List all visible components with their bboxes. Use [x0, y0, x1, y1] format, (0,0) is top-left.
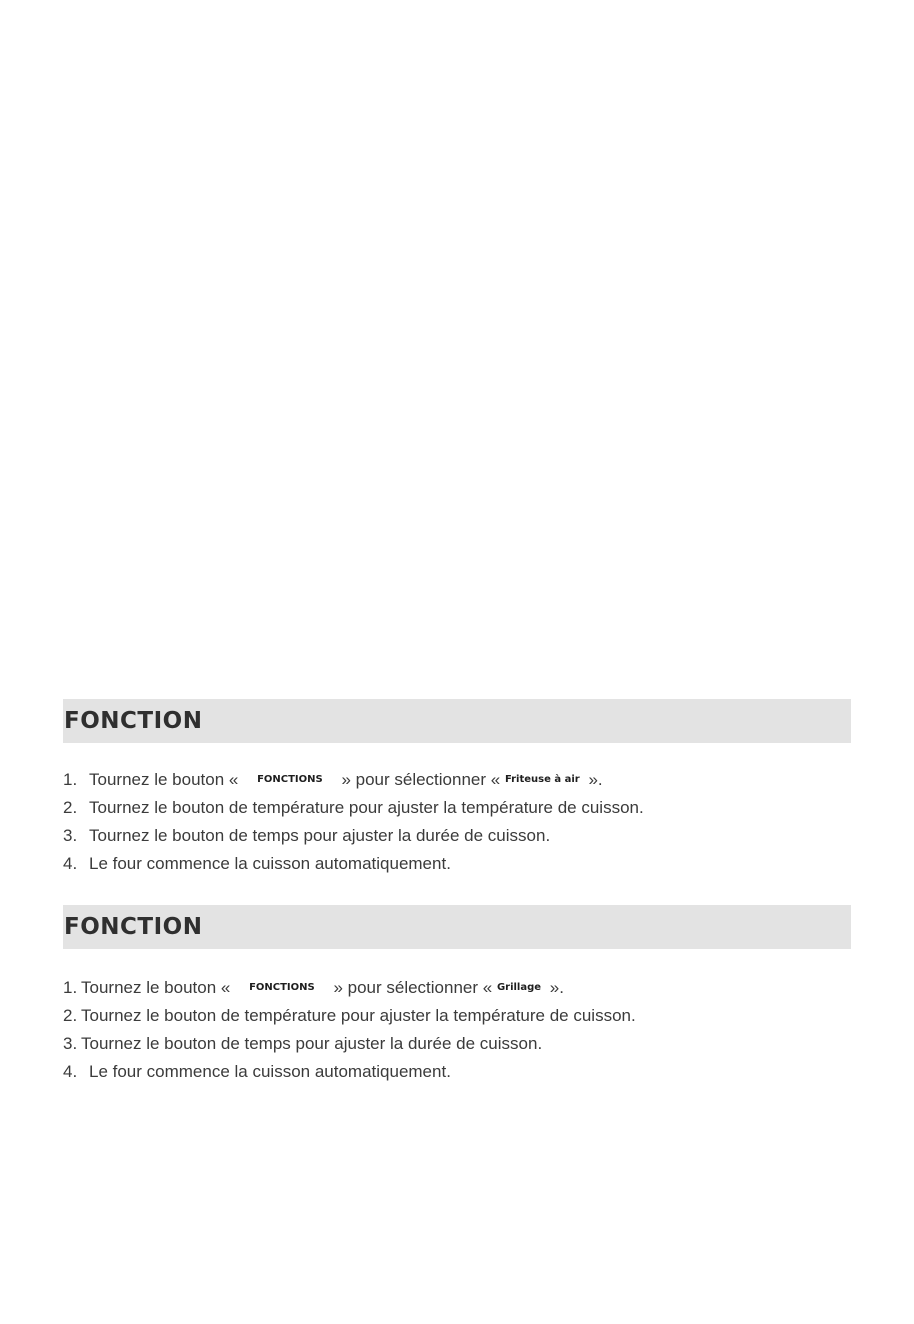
section-header: [63, 905, 851, 949]
step-number: 1.: [63, 978, 78, 997]
step-text: Tournez le bouton de temps pour ajuster la durée de cuisson.: [81, 1034, 543, 1053]
step-text: Le four commence la cuisson automatiquement.: [89, 854, 451, 873]
mode-label-air-fryer: Friteuse à air: [504, 773, 580, 785]
step-text-pre: Tournez le bouton «: [81, 978, 236, 997]
step-item: [63, 850, 851, 878]
function-section-broil: [63, 905, 851, 1086]
step-item: [63, 766, 851, 794]
function-section-air-fryer: [63, 699, 851, 878]
step-number: 2.: [63, 798, 78, 817]
step-number: 1.: [63, 770, 78, 789]
step-number: 4.: [63, 854, 78, 873]
step-item: [63, 1058, 851, 1086]
steps-list: [63, 766, 851, 878]
step-item: [63, 794, 851, 822]
step-item: [63, 1030, 851, 1058]
steps-list: [63, 974, 851, 1086]
step-number: 3.: [63, 1034, 78, 1053]
step-text: Le four commence la cuisson automatiquement.: [89, 1062, 451, 1081]
step-text: Tournez le bouton de température pour ajuster la température de cuisson.: [81, 1006, 636, 1025]
functions-knob-label: FONCTIONS: [257, 773, 323, 785]
step-text: Tournez le bouton de temps pour ajuster la durée de cuisson.: [89, 826, 551, 845]
step-text: Tournez le bouton de température pour ajuster la température de cuisson.: [89, 798, 644, 817]
section-title: FONCTION: [64, 708, 203, 734]
section-title: FONCTION: [64, 914, 203, 940]
step-text-mid: » pour sélectionner «: [336, 770, 505, 789]
step-item: [63, 822, 851, 850]
functions-knob-label: FONCTIONS: [249, 981, 315, 993]
step-item: [63, 974, 851, 1002]
section-header: [63, 699, 851, 743]
step-text-pre: Tournez le bouton «: [89, 770, 244, 789]
step-item: [63, 1002, 851, 1030]
step-number: 2.: [63, 1006, 78, 1025]
step-text-mid: » pour sélectionner «: [328, 978, 497, 997]
step-text-post: ».: [583, 770, 603, 789]
step-text-post: ».: [545, 978, 564, 997]
step-number: 3.: [63, 826, 78, 845]
step-number: 4.: [63, 1062, 78, 1081]
mode-label-broil: Grillage: [496, 981, 542, 993]
